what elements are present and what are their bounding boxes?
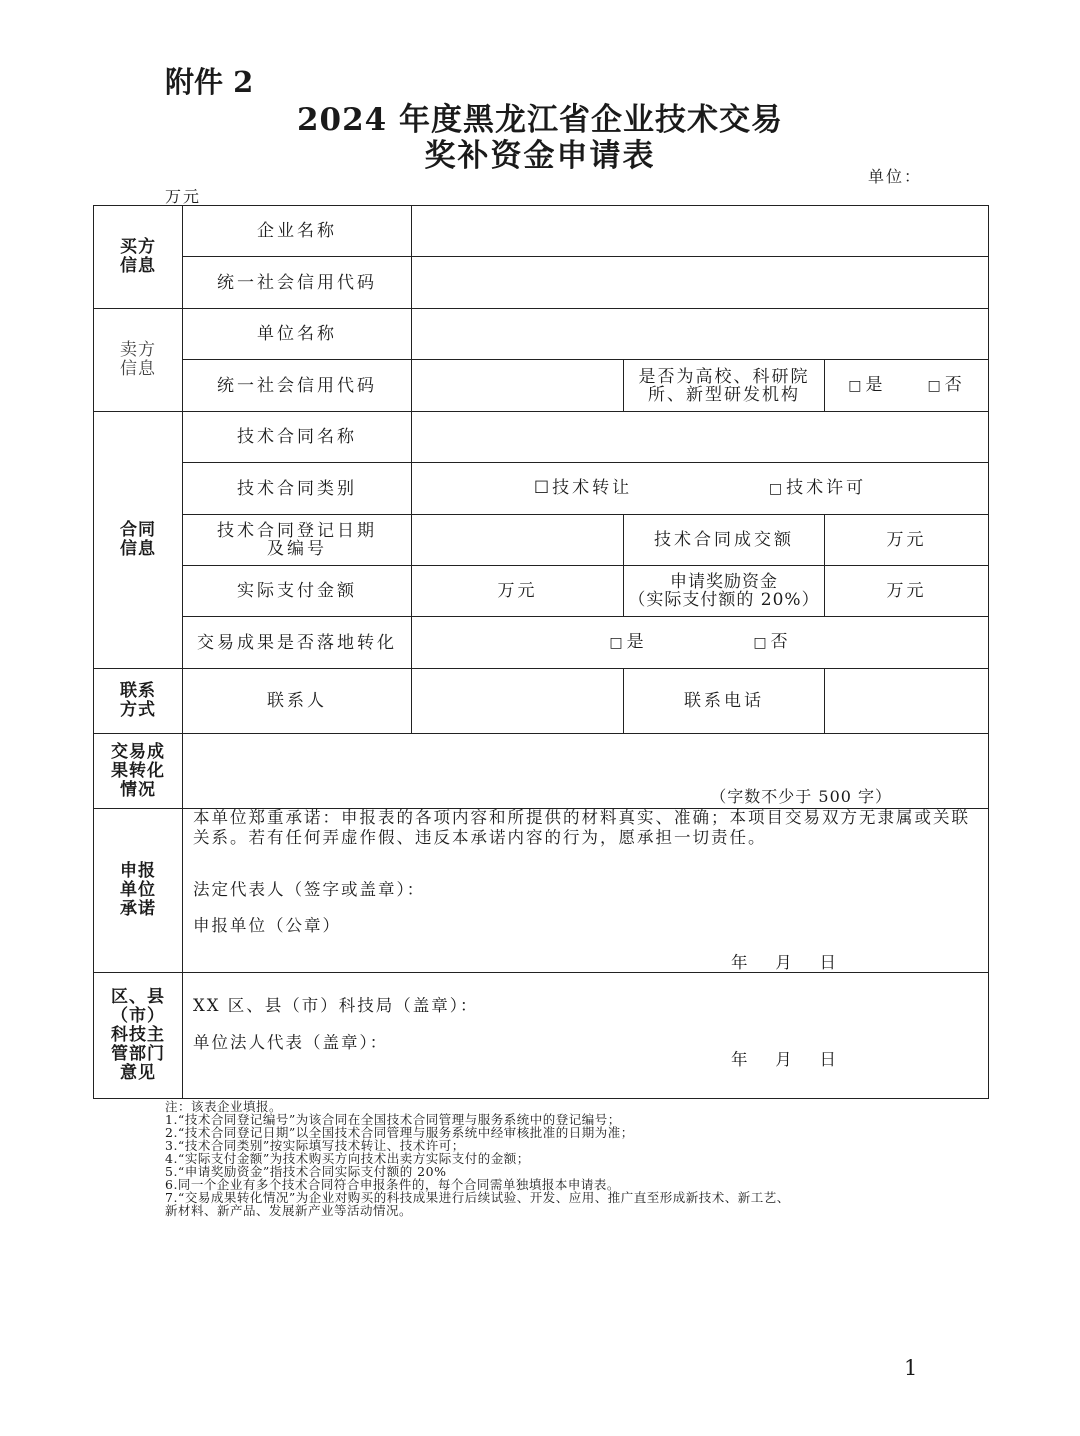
landed-no-checkbox[interactable] <box>753 632 790 652</box>
institution-no-checkbox[interactable] <box>928 375 965 395</box>
buyer-name-label: 企业名称 <box>183 206 412 257</box>
contact-phone-field[interactable] <box>825 669 989 734</box>
award-label: 申请奖励资金 （实际支付额的 20%） <box>624 566 825 617</box>
seller-credit-label: 统一社会信用代码 <box>183 360 412 412</box>
page-title-line1: 2024 年度黑龙江省企业技术交易 <box>296 102 784 138</box>
unit-seal[interactable]: 申报单位（公章） <box>193 916 341 935</box>
note-line: 1.“技术合同登记编号”为该合同在全国技术合同管理与服务系统中的登记编号； <box>165 1112 621 1127</box>
page-title-line2: 奖补资金申请表 <box>424 138 656 174</box>
unit-label: 单位： <box>868 167 923 186</box>
seller-section-label: 卖方 信息 <box>94 309 183 412</box>
commitment-date[interactable]: 年 月 日 <box>731 953 839 972</box>
landed-yes-label: 是 <box>626 632 647 652</box>
authority-date[interactable]: 年 月 日 <box>731 1050 839 1069</box>
seller-name-label: 单位名称 <box>183 309 412 360</box>
institution-no-label: 否 <box>944 375 965 395</box>
type-license-label: 技术许可 <box>786 478 867 498</box>
footnotes <box>165 1100 935 1217</box>
checkbox-icon: □ <box>753 635 770 651</box>
paid-amount-field[interactable]: 万元 <box>412 566 624 617</box>
unit-value: 万元 <box>165 187 202 206</box>
note-line: 7.“交易成果转化情况”为企业对购买的科技成果进行后续试验、开发、应用、推广直至形成新技术、新工艺、 <box>165 1190 790 1205</box>
type-transfer-label: 技术转让 <box>552 478 633 498</box>
institution-choice <box>825 360 989 412</box>
deal-amount-label: 技术合同成交额 <box>624 515 825 566</box>
type-license-checkbox[interactable] <box>769 478 866 498</box>
paid-amount-label: 实际支付金额 <box>183 566 412 617</box>
landed-no-label: 否 <box>770 632 791 652</box>
commitment-cell <box>183 809 989 973</box>
commitment-text: 本单位郑重承诺：申报表的各项内容和所提供的材料真实、准确；本项目交易双方无隶属或关联关系。若有任何弄虚作假、违反本承诺内容的行为，愿承担一切责任。 <box>193 808 970 847</box>
contract-reg-label: 技术合同登记日期 及编号 <box>183 515 412 566</box>
institution-yes-label: 是 <box>865 375 886 395</box>
note-line: 2.“技术合同登记日期”以全国技术合同管理与服务系统中经审核批准的日期为准； <box>165 1125 634 1140</box>
contact-person-field[interactable] <box>412 669 624 734</box>
institution-yes-checkbox[interactable] <box>848 375 885 395</box>
conversion-section-label: 交易成 果转化 情况 <box>94 734 183 809</box>
seller-credit-field[interactable] <box>412 360 624 412</box>
institution-question: 是否为高校、科研院所、新型研发机构 <box>624 360 825 412</box>
contract-type-label: 技术合同类别 <box>183 463 412 515</box>
authority-cell <box>183 973 989 1099</box>
legal-rep-signature[interactable]: 法定代表人（签字或盖章）： <box>193 880 426 899</box>
note-line: 5.“申请奖励资金”指技术合同实际支付额的 20% <box>165 1164 447 1179</box>
buyer-credit-field[interactable] <box>412 257 989 309</box>
contact-person-label: 联系人 <box>183 669 412 734</box>
page-number: 1 <box>904 1356 918 1380</box>
checkbox-icon: □ <box>927 378 944 394</box>
contact-phone-label: 联系电话 <box>624 669 825 734</box>
landed-label: 交易成果是否落地转化 <box>183 617 412 669</box>
checkbox-icon: □ <box>609 635 626 651</box>
contract-name-label: 技术合同名称 <box>183 412 412 463</box>
deal-amount-field[interactable]: 万元 <box>825 515 989 566</box>
authority-section-label: 区、县 （市） 科技主 管部门 意见 <box>94 973 183 1099</box>
note-line: 注：该表企业填报。 <box>165 1099 283 1114</box>
commitment-section-label: 申报 单位 承诺 <box>94 809 183 973</box>
note-line: 4.“实际支付金额”为技术购买方向技术出卖方实际支付的金额； <box>165 1151 530 1166</box>
note-line: 3.“技术合同类别”按实际填写技术转让、技术许可； <box>165 1138 465 1153</box>
checkbox-icon: □ <box>768 481 786 497</box>
contract-name-field[interactable] <box>412 412 989 463</box>
type-transfer-checkbox[interactable] <box>534 478 632 498</box>
landed-yes-checkbox[interactable] <box>609 632 646 652</box>
attachment-label: 附件 2 <box>165 65 254 99</box>
application-form-table <box>93 205 989 1099</box>
note-line: 新材料、新产品、发展新产业等活动情况。 <box>165 1203 413 1218</box>
conversion-hint: （字数不少于 500 字） <box>710 787 893 806</box>
buyer-name-field[interactable] <box>412 206 989 257</box>
contact-section-label: 联系 方式 <box>94 669 183 734</box>
conversion-field[interactable] <box>183 734 989 809</box>
contract-reg-field[interactable] <box>412 515 624 566</box>
contract-section-label: 合同 信息 <box>94 412 183 669</box>
buyer-section-label: 买方 信息 <box>94 206 183 309</box>
authority-legal-rep[interactable]: 单位法人代表（盖章）： <box>193 1033 389 1052</box>
checkbox-icon: □ <box>848 378 865 394</box>
landed-options <box>412 617 989 669</box>
checkbox-icon: ☐ <box>533 478 553 498</box>
bureau-seal[interactable]: XX 区、县（市）科技局（盖章）： <box>193 996 479 1015</box>
note-line: 6.同一个企业有多个技术合同符合申报条件的，每个合同需单独填报本申请表。 <box>165 1177 620 1192</box>
buyer-credit-label: 统一社会信用代码 <box>183 257 412 309</box>
seller-name-field[interactable] <box>412 309 989 360</box>
contract-type-options <box>412 463 989 515</box>
award-field[interactable]: 万元 <box>825 566 989 617</box>
